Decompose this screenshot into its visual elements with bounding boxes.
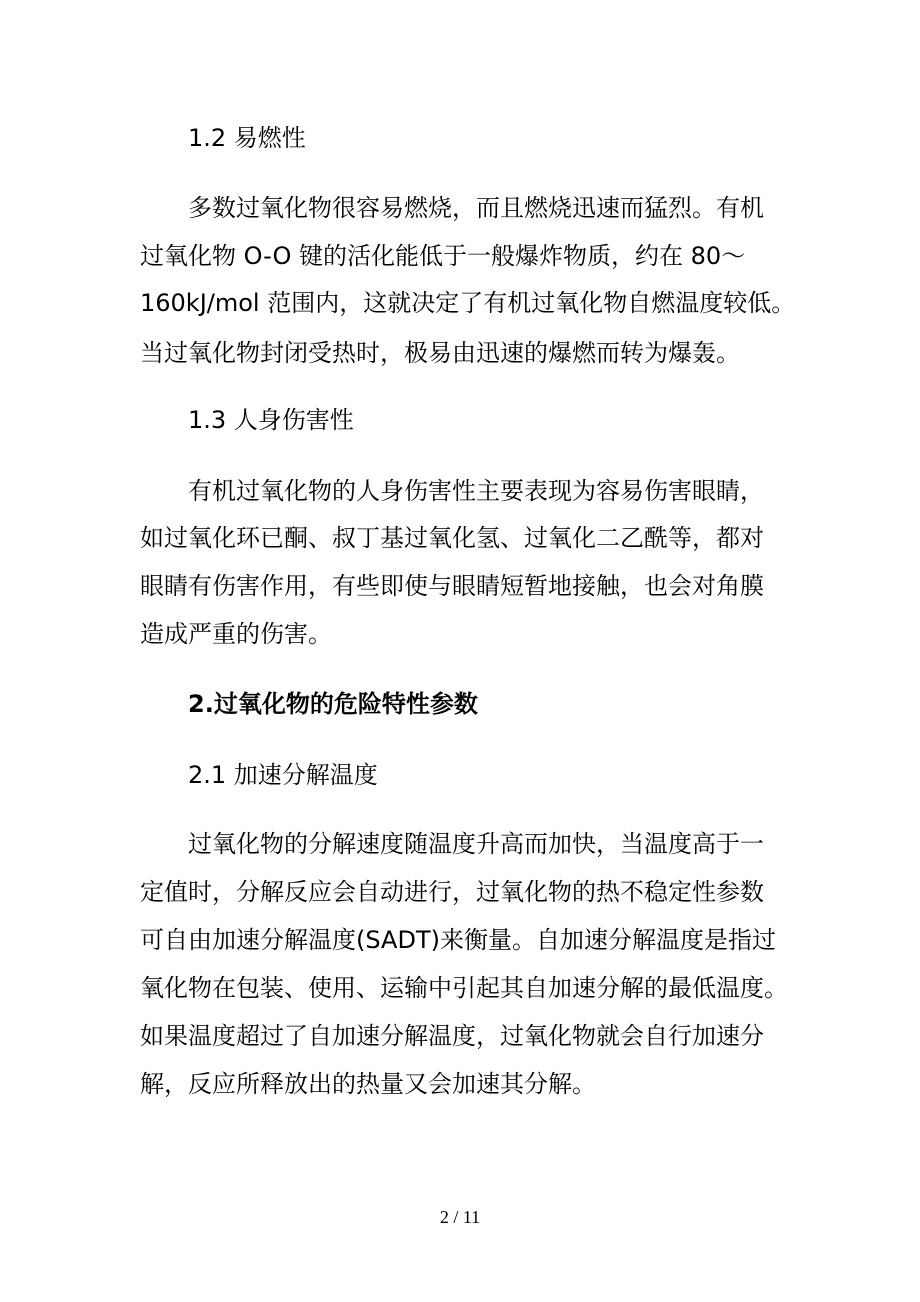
paragraph-line: 如果温度超过了自加速分解温度，过氧化物就会自行加速分 bbox=[140, 1022, 764, 1050]
paragraph-line: 160kJ/mol 范围内，这就决定了有机过氧化物自燃温度较低。 bbox=[140, 289, 796, 317]
section-2-1-heading: 2.1 加速分解温度 bbox=[188, 761, 378, 789]
paragraph-line: 有机过氧化物的人身伤害性主要表现为容易伤害眼睛， bbox=[188, 477, 764, 505]
section-1-3-heading: 1.3 人身伤害性 bbox=[188, 406, 354, 434]
paragraph-line: 过氧化物 O-O 键的活化能低于一般爆炸物质，约在 80～ bbox=[140, 242, 746, 270]
paragraph-line: 定值时，分解反应会自动进行，过氧化物的热不稳定性参数 bbox=[140, 878, 764, 906]
paragraph-line: 可自由加速分解温度(SADT)来衡量。自加速分解温度是指过 bbox=[140, 926, 776, 954]
paragraph-line: 如过氧化环已酮、叔丁基过氧化氢、过氧化二乙酰等，都对 bbox=[140, 524, 764, 552]
paragraph-line: 当过氧化物封闭受热时，极易由迅速的爆燃而转为爆轰。 bbox=[140, 339, 740, 367]
section-1-2-heading: 1.2 易燃性 bbox=[188, 124, 306, 152]
paragraph-line: 过氧化物的分解速度随温度升高而加快，当温度高于一 bbox=[188, 830, 764, 858]
section-2-heading: 2.过氧化物的危险特性参数 bbox=[188, 690, 478, 718]
page-number: 2 / 11 bbox=[439, 1207, 481, 1227]
paragraph-line: 解，反应所释放出的热量又会加速其分解。 bbox=[140, 1070, 596, 1098]
paragraph-line: 眼睛有伤害作用，有些即使与眼睛短暂地接触，也会对角膜 bbox=[140, 572, 764, 600]
paragraph-line: 造成严重的伤害。 bbox=[140, 620, 332, 648]
paragraph-line: 氧化物在包装、使用、运输中引起其自加速分解的最低温度。 bbox=[140, 974, 788, 1002]
paragraph-line: 多数过氧化物很容易燃烧，而且燃烧迅速而猛烈。有机 bbox=[188, 194, 764, 222]
